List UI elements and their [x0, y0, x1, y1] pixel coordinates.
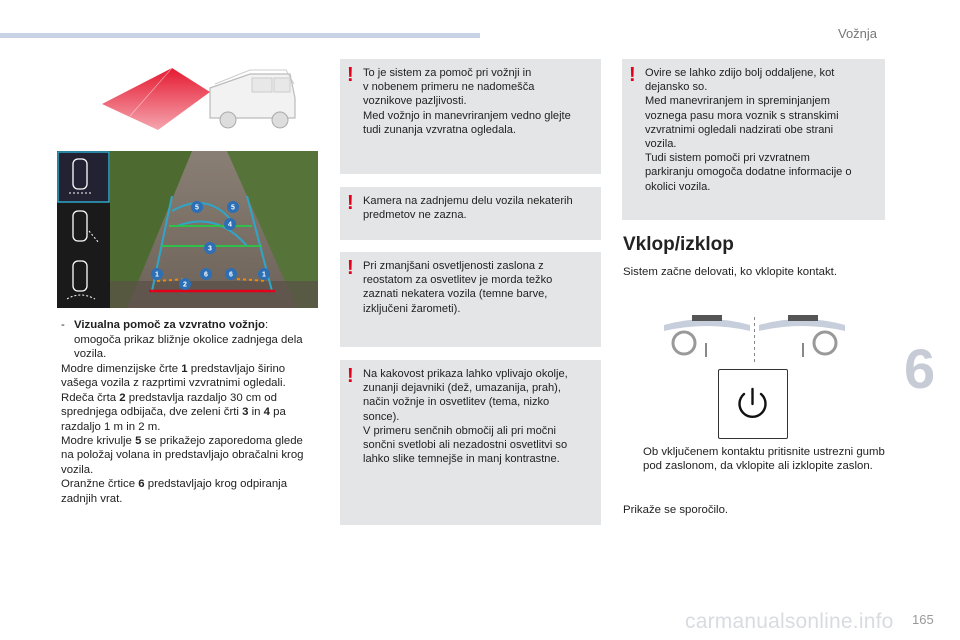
warning-icon: !: [347, 365, 354, 387]
warning-box-2: ! Kamera na zadnjemu delu vozila nekaterih predmetov ne zazna.: [340, 187, 601, 240]
van-camera-illustration: [100, 58, 300, 138]
result-text: Prikaže se sporočilo.: [623, 504, 729, 516]
camera-lines-description: Modre dimenzijske črte 1 predstavljajo širino vašega vozila z razprtimi vzvratnimi ogledali. Rdeča črta 2 predstavlja razdaljo 30 cm od sprednjega odbijača, dve zeleni črti 3 in 4 pa razdaljo 1 m in 2 m. Modre krivulje 5 se prikažejo zaporedoma glede na položaj volana in predstavljajo obračalni krog vozila. Oranžne črtice 6 predstavljajo krog odpiranja zadnjih vrat.: [61, 363, 304, 505]
camera-label-3: 3: [208, 245, 212, 253]
warning-icon: !: [629, 64, 636, 86]
power-icon: [719, 370, 786, 437]
camera-label-6a: 6: [204, 271, 208, 279]
bullet-visual-aid: [61, 318, 313, 362]
camera-label-2: 2: [183, 281, 187, 289]
camera-label-6b: 6: [229, 271, 233, 279]
camera-label-4: 4: [228, 221, 232, 229]
camera-label-5b: 5: [231, 204, 235, 212]
warning-box-5: ! Ovire se lahko zdijo bolj oddaljene, kot dejansko so. Med manevriranjem in spreminjanjem voznega pasu mora voznik s stranskimi vzvratnimi ogledali nadzirati obe strani vozila. Tudi sistem pomoči pri vzvratnem parkiranju omogoča dodatne informacije o okolici vozila.: [622, 59, 885, 220]
intro-text: Sistem začne delovati, ko vklopite kontakt.: [623, 266, 837, 278]
power-button: [718, 369, 788, 439]
warning-icon: !: [347, 257, 354, 279]
steering-wheel-illustration: [662, 313, 847, 363]
bullet-rest: : omogoča prikaz bližnje okolice zadnjega dela vozila.: [74, 319, 303, 360]
warning-icon: !: [347, 192, 354, 214]
section-heading: Vklop/izklop: [623, 234, 734, 255]
chapter-number: 6: [904, 337, 936, 400]
page-number: 165: [912, 612, 934, 627]
warning-box-3: ! Pri zmanjšani osvetljenosti zaslona z reostatom za osvetlitev je morda težko zaznati nekatera vozila (temne barve, izključeni žarometi).: [340, 252, 601, 347]
bullet-title: Vizualna pomoč za vzvratno vožnjo: [74, 319, 265, 331]
camera-label-1a: 1: [155, 271, 159, 279]
reversing-camera-screen: [57, 151, 318, 308]
warning-icon: !: [347, 64, 354, 86]
warning-box-1: ! To je sistem za pomoč pri vožnji in v nobenem primeru ne nadomešča voznikove pazljivosti. Med vožnjo in manevriranjem vedno glejte tudi zunanja vzvratna ogledala.: [340, 59, 601, 174]
step-instruction: Ob vključenem kontaktu pritisnite ustrezni gumb pod zaslonom, da vklopite ali izklopite zaslon.: [623, 445, 885, 474]
section-title: Vožnja: [838, 26, 878, 41]
watermark: carmanualsonline.info: [685, 610, 894, 633]
warning-box-4: ! Na kakovost prikaza lahko vplivajo okolje, zunanji dejavniki (dež, umazanija, prah), način vožnje in osvetlitev (tema, nizko sonce). V primeru senčnih območij ali pri močni sončni svetlobi ali nezadostni osvetlitvi so lahko slike temnejše in manj kontrastne.: [340, 360, 601, 525]
camera-label-1b: 1: [262, 271, 266, 279]
header-bar: [0, 33, 480, 38]
step-marker-icon: [623, 445, 643, 474]
bullet-dash: -: [61, 319, 65, 331]
camera-label-5a: 5: [195, 204, 199, 212]
